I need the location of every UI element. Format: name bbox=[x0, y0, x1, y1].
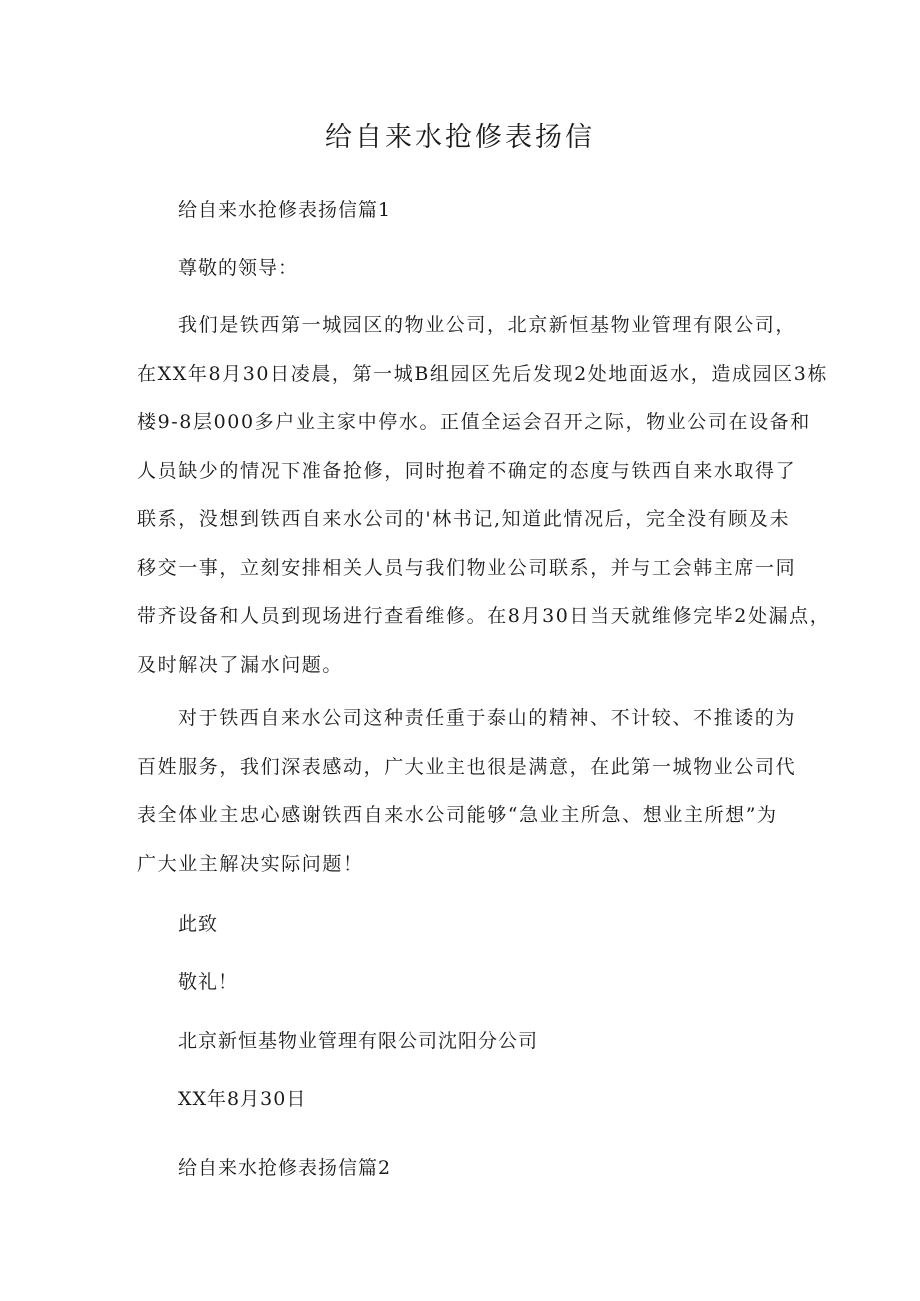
paragraph-line: 对于铁西自来水公司这种责任重于泰山的精神、不计较、不推诿的为 bbox=[178, 707, 797, 729]
paragraph-line: 我们是铁西第一城园区的物业公司，北京新恒基物业管理有限公司， bbox=[178, 314, 797, 336]
paragraph-line: 百姓服务，我们深表感动，广大业主也很是满意，在此第一城物业公司代 bbox=[137, 755, 797, 778]
closing-line-1: 此致 bbox=[178, 913, 219, 935]
section-heading-1: 给自来水抢修表扬信篇1 bbox=[178, 199, 392, 221]
paragraph-1 bbox=[137, 301, 831, 689]
signature: 北京新恒基物业管理有限公司沈阳分公司 bbox=[178, 1030, 539, 1052]
letter-date: XX年8月30日 bbox=[178, 1088, 307, 1110]
closing-line-2: 敬礼！ bbox=[178, 971, 239, 993]
paragraph-2 bbox=[137, 694, 797, 888]
paragraph-line: 移交一事，立刻安排相关人员与我们物业公司联系，并与工会韩主席一同 bbox=[137, 556, 797, 579]
paragraph-line: 楼9-8层000多户业主家中停水。正值全运会召开之际，物业公司在设备和 bbox=[137, 411, 811, 433]
paragraph-line: 人员缺少的情况下准备抢修，同时抱着不确定的态度与铁西自来水取得了 bbox=[137, 459, 797, 482]
paragraph-line: 带齐设备和人员到现场进行查看维修。在8月30日当天就维修完毕2处漏点， bbox=[137, 605, 831, 627]
paragraph-line: 联系，没想到铁西自来水公司的'林书记,知道此情况后，完全没有顾及未 bbox=[137, 508, 791, 530]
document-title: 给自来水抢修表扬信 bbox=[325, 122, 595, 153]
paragraph-line: 广大业主解决实际问题！ bbox=[137, 852, 364, 875]
section-heading-2: 给自来水抢修表扬信篇2 bbox=[178, 1157, 392, 1179]
paragraph-line: 表全体业主忠心感谢铁西自来水公司能够“急业主所急、想业主所想”为 bbox=[137, 804, 778, 826]
salutation: 尊敬的领导： bbox=[178, 257, 299, 279]
paragraph-line: 在XX年8月30日凌晨，第一城B组园区先后发现2处地面返水，造成园区3栋 bbox=[137, 362, 829, 385]
paragraph-line: 及时解决了漏水问题。 bbox=[137, 653, 344, 676]
